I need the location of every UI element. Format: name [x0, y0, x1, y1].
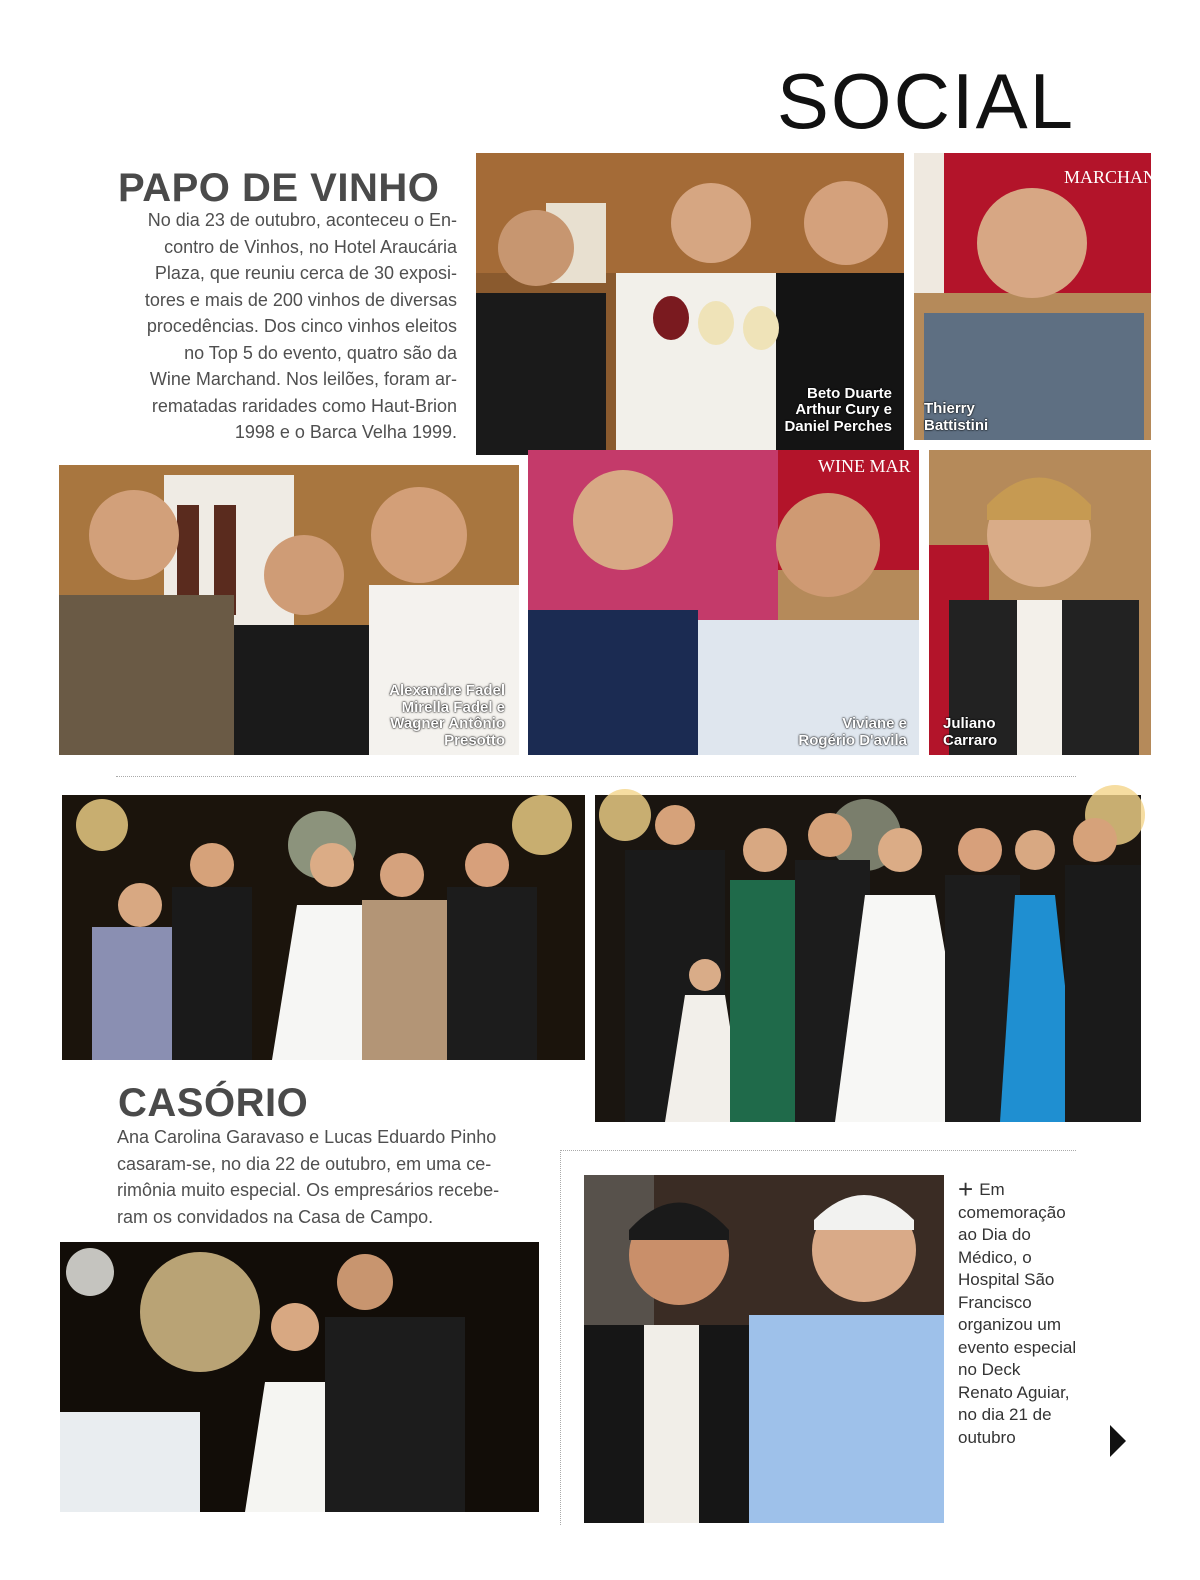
- wine-body-line: tores e mais de 200 vinhos de diversas: [144, 289, 457, 310]
- medico-left-divider: [560, 1150, 561, 1525]
- photo-wedding-group: [595, 795, 1141, 1122]
- wedding-body-line: ram os convidados na Casa de Campo.: [117, 1206, 434, 1227]
- medico-top-divider: [560, 1150, 1076, 1151]
- wine-body-line: Wine Marchand. Nos leilões, foram ar-: [149, 369, 457, 389]
- photo-juliano: [929, 450, 1151, 755]
- wine-body-line: contro de Vinhos, no Hotel Araucária: [164, 236, 457, 257]
- wedding-body-line: casaram-se, no dia 22 de outubro, em uma ce-: [117, 1153, 492, 1174]
- wedding-body-line: rimônia muito especial. Os empresários recebe-: [117, 1180, 500, 1200]
- caption-wine-toast: Beto Duarte Arthur Cury e Daniel Perches: [784, 384, 892, 435]
- wine-heading: PAPO DE VINHO: [118, 166, 440, 210]
- wedding-body-line: Ana Carolina Garavaso e Lucas Eduardo Pinho: [117, 1127, 497, 1147]
- wine-body-line: No dia 23 de outubro, aconteceu o En-: [147, 210, 457, 230]
- wedding-body: [117, 1124, 557, 1230]
- wedding-heading: CASÓRIO: [118, 1081, 309, 1125]
- photo-wedding-cake: [60, 1242, 539, 1512]
- photo-fadel: [59, 465, 519, 755]
- photo-wine-toast: [476, 153, 904, 455]
- photo-viviane-rogerio: [528, 450, 919, 755]
- photo-thierry: [914, 153, 1170, 440]
- section-divider: [116, 776, 1076, 777]
- caption-fadel: Alexandre Fadel Mirella Fadel e Wagner Antônio Presotto: [389, 682, 505, 749]
- plus-icon: +: [958, 1174, 974, 1204]
- caption-thierry: Thierry Battistini: [924, 400, 989, 434]
- wine-body-line: no Top 5 do evento, quatro são da: [184, 342, 457, 363]
- next-page-arrow-icon[interactable]: [1110, 1425, 1126, 1457]
- caption-viviane-rogerio: Viviane e Rogério D'avila: [798, 715, 907, 749]
- wine-body-line: Plaza, que reuniu cerca de 30 exposi-: [154, 263, 457, 283]
- svg-text:WINE MAR: WINE MAR: [818, 456, 911, 476]
- photo-dia-do-medico: [584, 1175, 944, 1523]
- wine-body: [90, 207, 457, 446]
- wine-body-line: 1998 e o Barca Velha 1999.: [234, 422, 457, 442]
- svg-text:MARCHAND: MARCHAND: [1064, 167, 1170, 187]
- section-title: SOCIAL: [776, 57, 1075, 145]
- medico-text: + Em comemoração ao Dia do Médico, o Hospital São Francisco organizou um evento especial no Deck Renato Aguiar, no dia 21 de outubro: [958, 1174, 1077, 1447]
- wine-body-line: procedências. Dos cinco vinhos eleitos: [146, 316, 457, 336]
- wine-body-line: rematadas raridades como Haut-Brion: [151, 395, 457, 416]
- caption-juliano: Juliano Carraro: [943, 715, 998, 749]
- photo-wedding-family: [62, 795, 585, 1060]
